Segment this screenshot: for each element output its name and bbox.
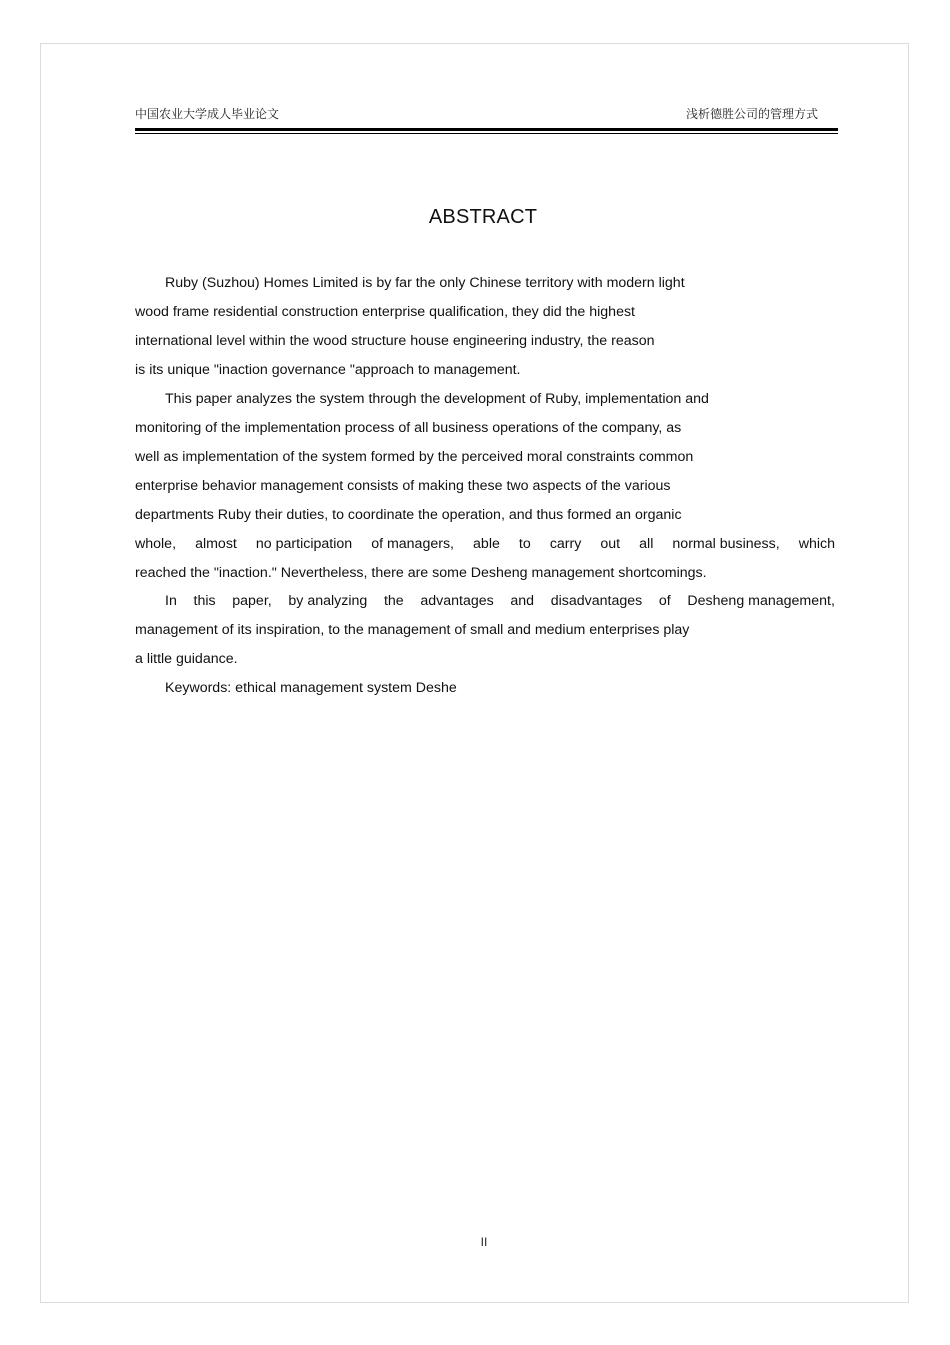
- body-line: reached the "inaction." Nevertheless, there are some Desheng management shortcomings.: [135, 565, 707, 581]
- word: of managers,: [371, 536, 454, 552]
- header-thesis-title: 浅析德胜公司的管理方式: [685, 107, 818, 121]
- body-line: monitoring of the implementation process of all business operations of the company, as: [135, 420, 682, 436]
- word: almost: [195, 536, 237, 552]
- word: the: [383, 593, 404, 609]
- body-line: international level within the wood structure house engineering industry, the reason: [135, 333, 655, 349]
- document-page: [40, 43, 909, 1303]
- word: out: [600, 536, 621, 552]
- keywords-line: Keywords: ethical management system Deshe: [165, 680, 457, 696]
- word: which: [798, 536, 835, 552]
- word: carry: [549, 536, 582, 552]
- body-line: is its unique "inaction governance "approach to management.: [135, 362, 521, 378]
- word: paper,: [232, 593, 272, 609]
- body-line: management of its inspiration, to the management of small and medium enterprises play: [135, 622, 690, 638]
- body-line: enterprise behavior management consists of making these two aspects of the various: [135, 478, 671, 494]
- word: to: [518, 536, 531, 552]
- word: In: [165, 593, 177, 609]
- word: normal business,: [672, 536, 780, 552]
- header-rule-thick: [135, 128, 838, 131]
- word: disadvantages: [550, 593, 643, 609]
- word: advantages: [420, 593, 494, 609]
- justified-body-line: [135, 534, 835, 554]
- header-school-title: 中国农业大学成人毕业论文: [135, 107, 280, 121]
- word: whole,: [135, 536, 177, 552]
- word: of: [658, 593, 671, 609]
- abstract-title: ABSTRACT: [428, 206, 538, 228]
- body-line: a little guidance.: [135, 651, 238, 667]
- body-line: This paper analyzes the system through the development of Ruby, implementation and: [165, 391, 709, 407]
- word: no participation: [255, 536, 353, 552]
- word: all: [639, 536, 654, 552]
- word: and: [510, 593, 535, 609]
- justified-body-line: [165, 591, 835, 611]
- body-line: wood frame residential construction enterprise qualification, they did the highest: [135, 304, 635, 320]
- body-line: well as implementation of the system formed by the perceived moral constraints common: [135, 449, 694, 465]
- page-number: II: [480, 1235, 488, 1249]
- body-line: departments Ruby their duties, to coordinate the operation, and thus formed an organic: [135, 507, 682, 523]
- word: this: [193, 593, 216, 609]
- word: able: [473, 536, 500, 552]
- word: by analyzing: [288, 593, 368, 609]
- body-line: Ruby (Suzhou) Homes Limited is by far the only Chinese territory with modern light: [165, 275, 685, 291]
- word: Desheng management,: [687, 593, 835, 609]
- header-rule-thin: [135, 133, 838, 134]
